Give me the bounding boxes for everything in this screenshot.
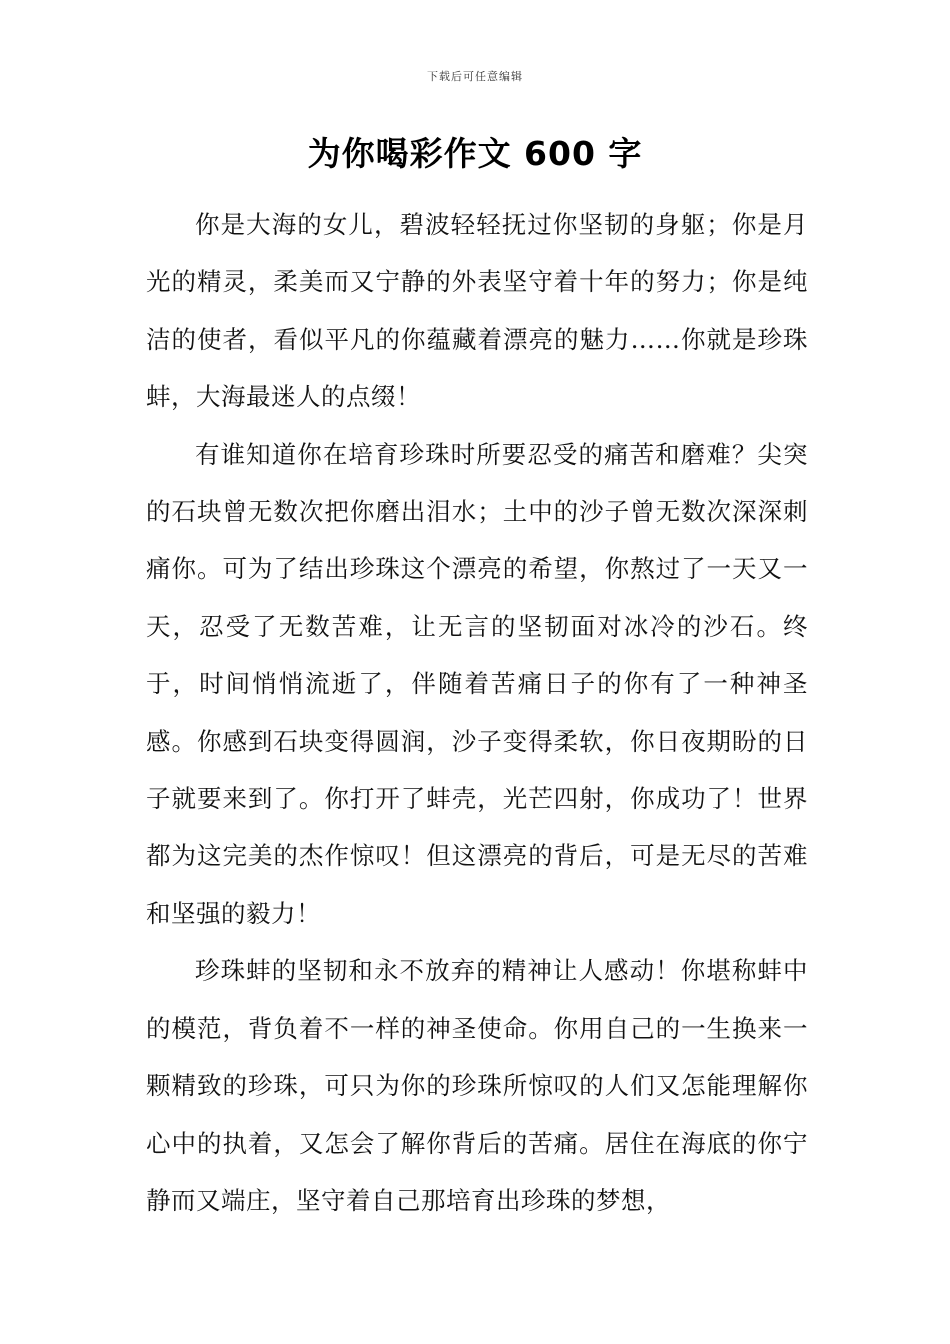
essay-body <box>146 196 808 1229</box>
header-note: 下载后可任意编辑 <box>427 70 523 83</box>
page-title: 为你喝彩作文 600 字 <box>307 134 643 173</box>
paragraph-1: 你是大海的女儿，碧波轻轻抚过你坚韧的身躯；你是月光的精灵，柔美而又宁静的外表坚守着十年的努力；你是纯洁的使者，看似平凡的你蕴藏着漂亮的魅力……你就是珍珠蚌，大海最迷人的点缀！ <box>146 210 808 412</box>
paragraph-2: 有谁知道你在培育珍珠时所要忍受的痛苦和磨难？尖突的石块曾无数次把你磨出泪水；土中的沙子曾无数次深深刺痛你。可为了结出珍珠这个漂亮的希望，你熬过了一天又一天，忍受了无数苦难，让无言的坚韧面对冰冷的沙石。终于，时间悄悄流逝了，伴随着苦痛日子的你有了一种神圣感。你感到石块变得圆润，沙子变得柔软，你日夜期盼的日子就要来到了。你打开了蚌壳，光芒四射，你成功了！世界都为这完美的杰作惊叹！但这漂亮的背后，可是无尽的苦难和坚强的毅力！ <box>146 439 808 928</box>
paragraph-3: 珍珠蚌的坚韧和永不放弃的精神让人感动！你堪称蚌中的模范，背负着不一样的神圣使命。你用自己的一生换来一颗精致的珍珠，可只为你的珍珠所惊叹的人们又怎能理解你心中的执着，又怎会了解你背后的苦痛。居住在海底的你宁静而又端庄，坚守着自己那培育出珍珠的梦想， <box>146 956 808 1215</box>
